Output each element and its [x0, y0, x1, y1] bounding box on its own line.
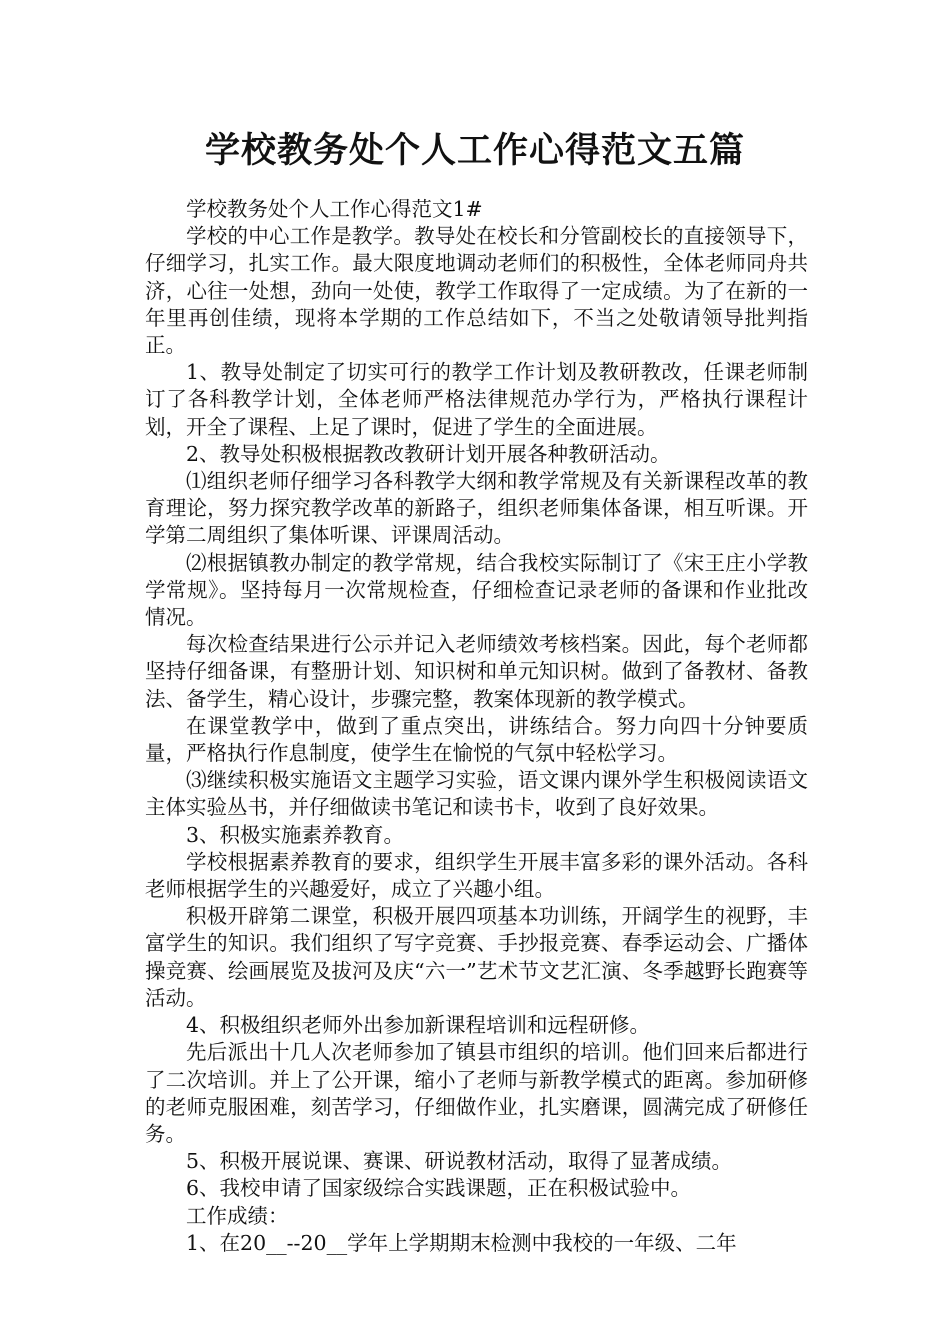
paragraph: 积极开辟第二课堂，积极开展四项基本功训练，开阔学生的视野，丰富学生的知识。我们组织了写字竞赛、手抄报竞赛、春季运动会、广播体操竞赛、绘画展览及拔河及庆“六一”艺术节文艺汇演、冬季越野长跑赛等活动。: [145, 904, 808, 1010]
paragraph: 每次检查结果进行公示并记入老师绩效考核档案。因此，每个老师都坚持仔细备课，有整册计划、知识树和单元知识树。做到了备教材、备教法、备学生，精心设计，步骤完整，教案体现新的教学模式。: [145, 632, 808, 711]
paragraph: 5、积极开展说课、赛课、研说教材活动，取得了显著成绩。: [186, 1149, 733, 1174]
paragraph: 先后派出十几人次老师参加了镇县市组织的培训。他们回来后都进行了二次培训。并上了公开课，缩小了老师与新教学模式的距离。参加研修的老师克服困难，刻苦学习，仔细做作业，扎实磨课，圆满完成了研修任务。: [145, 1040, 808, 1146]
paragraph: 学校根据素养教育的要求，组织学生开展丰富多彩的课外活动。各科老师根据学生的兴趣爱好，成立了兴趣小组。: [145, 849, 808, 902]
paragraph-subtitle: 学校教务处个人工作心得范文1#: [186, 197, 483, 221]
document-title: 学校教务处个人工作心得范文五篇: [204, 131, 745, 171]
paragraph: ⑵根据镇教办制定的教学常规，结合我校实际制订了《宋王庄小学教学常规》。坚持每月一次常规检查，仔细检查记录老师的备课和作业批改情况。: [145, 550, 808, 630]
paragraph: 3、积极实施素养教育。: [186, 822, 405, 847]
paragraph: 1、在20__--20__学年上学期期末检测中我校的一年级、二年: [186, 1230, 737, 1255]
paragraph: 在课堂教学中，做到了重点突出，讲练结合。努力向四十分钟要质量，严格执行作息制度，使学生在愉悦的气氛中轻松学习。: [145, 713, 808, 766]
paragraph: ⑴组织老师仔细学习各科教学大纲和教学常规及有关新课程改革的教育理论，努力探究教学改革的新路子，组织老师集体备课，相互听课。开学第二周组织了集体听课、评课周活动。: [145, 469, 808, 548]
paragraph: 工作成绩：: [186, 1203, 289, 1228]
document-body: [145, 196, 808, 1257]
paragraph: 4、积极组织老师外出参加新课程培训和远程研修。: [186, 1013, 651, 1038]
paragraph: ⑶继续积极实施语文主题学习实验，语文课内课外学生积极阅读语文主体实验丛书，并仔细做读书笔记和读书卡，收到了良好效果。: [145, 768, 808, 820]
paragraph: 学校的中心工作是教学。教导处在校长和分管副校长的直接领导下，仔细学习，扎实工作。最大限度地调动老师们的积极性，全体老师同舟共济，心往一处想，劲向一处使，教学工作取得了一定成绩。为了在新的一年里再创佳绩，现将本学期的工作总结如下，不当之处敬请领导批判指正。: [145, 224, 808, 358]
paragraph: 2、教导处积极根据教改教研计划开展各种教研活动。: [186, 441, 671, 466]
paragraph: 1、教导处制定了切实可行的教学工作计划及教研教改，任课老师制订了各科教学计划，全体老师严格法律规范办学行为，严格执行课程计划，开全了课程、上足了课时，促进了学生的全面进展。: [145, 360, 808, 439]
paragraph: 6、我校申请了国家级综合实践课题，正在积极试验中。: [186, 1176, 692, 1201]
